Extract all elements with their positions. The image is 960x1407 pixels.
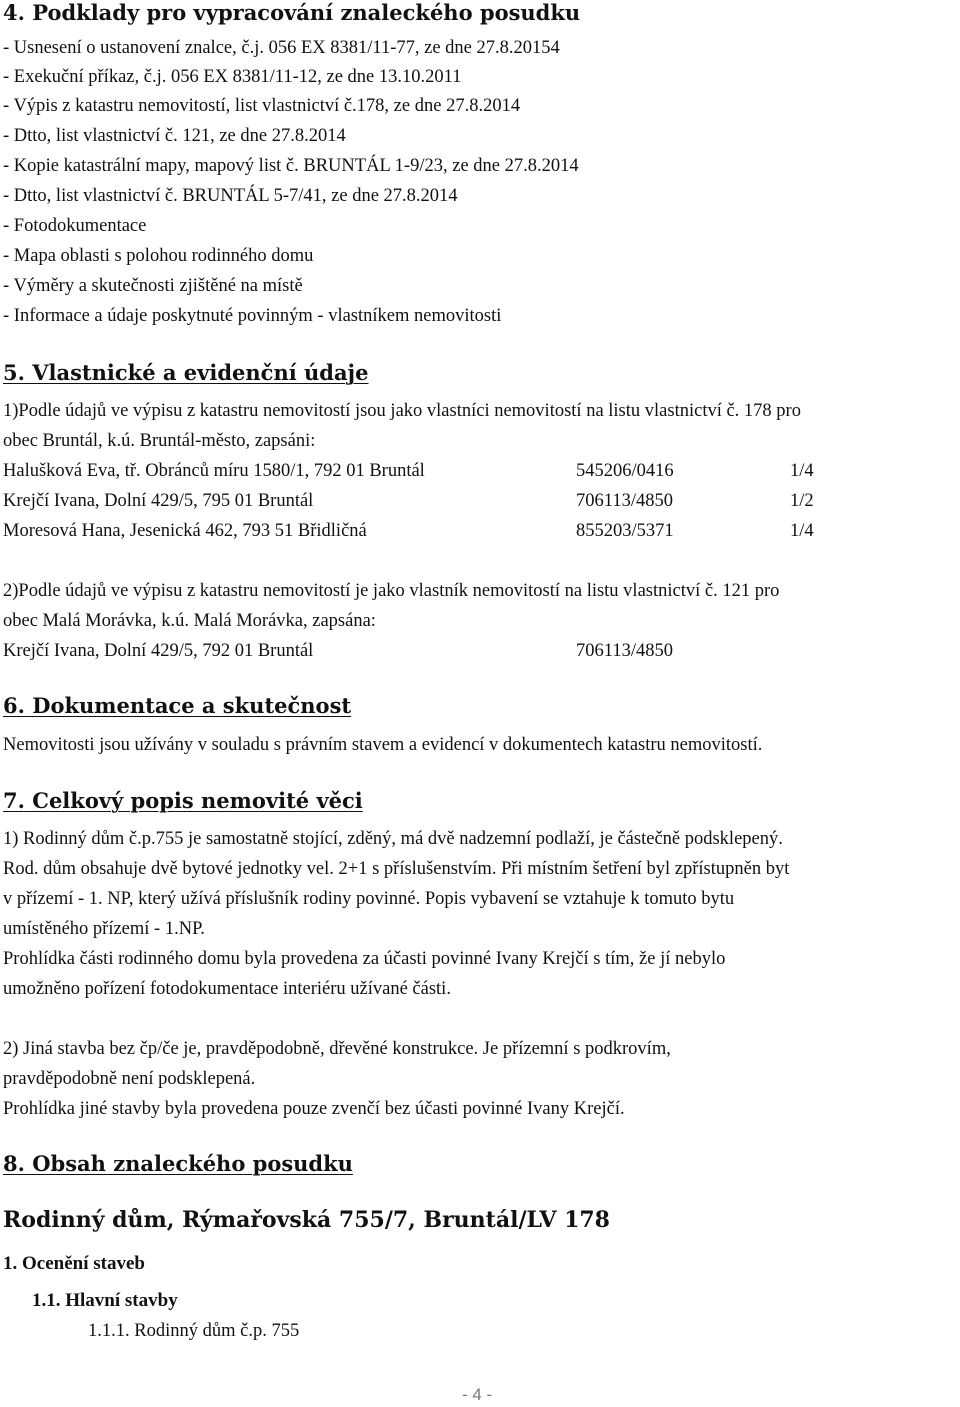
paragraph-line: 2)Podle údajů ve výpisu z katastru nemovitostí je jako vlastník nemovitostí na listu vlastnictví č. 121 pro [3,581,780,601]
source-item: - Výměry a skutečnosti zjištěné na místě [3,276,303,296]
owner-name: Moresová Hana, Jesenická 462, 793 51 Břidličná [3,521,367,541]
owner-name: Krejčí Ivana, Dolní 429/5, 792 01 Bruntál [3,641,314,661]
owner-share: 1/4 [790,461,814,481]
owner-share: 1/2 [790,491,814,511]
paragraph-line: 1) Rodinný dům č.p.755 je samostatně stojící, zděný, má dvě nadzemní podlaží, je částečně podsklepený. [3,829,783,849]
subject-title: Rodinný dům, Rýmařovská 755/7, Bruntál/LV 178 [3,1207,610,1233]
source-item: - Výpis z katastru nemovitostí, list vlastnictví č.178, ze dne 27.8.2014 [3,96,521,116]
page-number: - 4 - [462,1385,493,1404]
source-item: - Mapa oblasti s polohou rodinného domu [3,246,314,266]
paragraph-line: Prohlídka jiné stavby byla provedena pouze zvenčí bez účasti povinné Ivany Krejčí. [3,1099,625,1119]
subsection-heading: 1. Ocenění staveb [3,1253,145,1274]
owner-share: 1/4 [790,521,814,541]
subsection-item: 1.1.1. Rodinný dům č.p. 755 [88,1321,300,1341]
section-8-heading: 8. Obsah znaleckého posudku [3,1151,353,1176]
source-item: - Fotodokumentace [3,216,147,236]
source-item: - Kopie katastrální mapy, mapový list č. BRUNTÁL 1-9/23, ze dne 27.8.2014 [3,156,579,176]
section-4-heading: 4. Podklady pro vypracování znaleckého posudku [3,0,581,25]
paragraph-line: v přízemí - 1. NP, který užívá příslušník rodiny povinné. Popis vybavení se vztahuje k tomuto bytu [3,889,735,909]
paragraph-line: umožněno pořízení fotodokumentace interiéru užívané části. [3,979,451,999]
owner-id: 545206/0416 [576,461,674,481]
paragraph-line: obec Bruntál, k.ú. Bruntál-město, zapsáni: [3,431,316,451]
section-7-heading: 7. Celkový popis nemovité věci [3,788,363,813]
paragraph-line: umístěného přízemí - 1.NP. [3,919,205,939]
paragraph-line: Rod. dům obsahuje dvě bytové jednotky vel. 2+1 s příslušenstvím. Při místním šetření byl zpřístupněn byt [3,859,790,879]
paragraph-line: 2) Jiná stavba bez čp/če je, pravděpodobně, dřevěné konstrukce. Je přízemní s podkrovím, [3,1039,671,1059]
owner-id: 706113/4850 [576,491,673,511]
source-item: - Exekuční příkaz, č.j. 056 EX 8381/11-12, ze dne 13.10.2011 [3,67,462,87]
paragraph-line: 1)Podle údajů ve výpisu z katastru nemovitostí jsou jako vlastníci nemovitostí na listu vlastnictví č. 178 pro [3,401,801,421]
source-item: - Dtto, list vlastnictví č. 121, ze dne 27.8.2014 [3,126,346,146]
paragraph-line: obec Malá Morávka, k.ú. Malá Morávka, zapsána: [3,611,376,631]
section-5-heading: 5. Vlastnické a evidenční údaje [3,360,369,385]
source-item: - Dtto, list vlastnictví č. BRUNTÁL 5-7/41, ze dne 27.8.2014 [3,186,458,206]
owner-id: 706113/4850 [576,641,673,661]
section-6-heading: 6. Dokumentace a skutečnost [3,693,352,718]
subsection-heading: 1.1. Hlavní stavby [32,1290,178,1311]
owner-name: Halušková Eva, tř. Obránců míru 1580/1, 792 01 Bruntál [3,461,425,481]
source-item: - Usnesení o ustanovení znalce, č.j. 056 EX 8381/11-77, ze dne 27.8.20154 [3,38,560,58]
paragraph-line: pravděpodobně není podsklepená. [3,1069,256,1089]
paragraph-line: Prohlídka části rodinného domu byla provedena za účasti povinné Ivany Krejčí s tím, že jí nebylo [3,949,726,969]
source-item: - Informace a údaje poskytnuté povinným - vlastníkem nemovitosti [3,306,502,326]
owner-name: Krejčí Ivana, Dolní 429/5, 795 01 Bruntál [3,491,314,511]
owner-id: 855203/5371 [576,521,674,541]
paragraph-line: Nemovitosti jsou užívány v souladu s právním stavem a evidencí v dokumentech katastru nemovitostí. [3,735,763,755]
